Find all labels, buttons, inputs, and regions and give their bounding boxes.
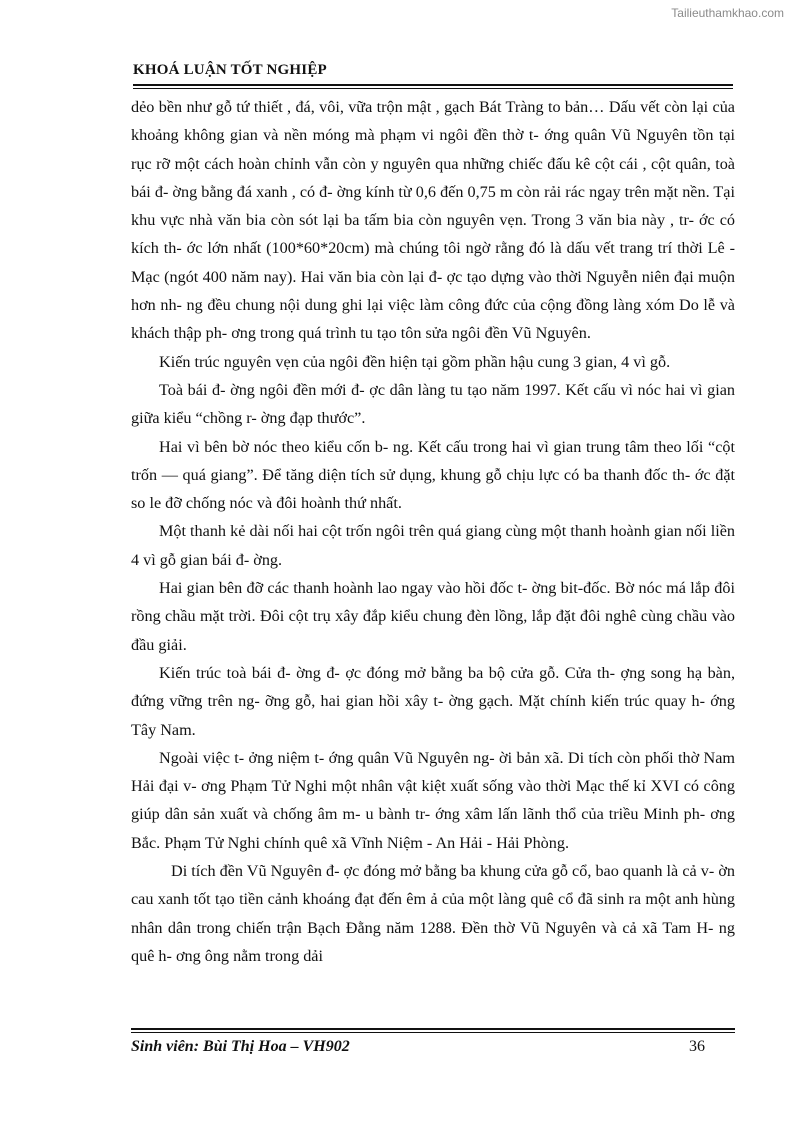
page-header	[133, 62, 733, 79]
header-title: KHOÁ LUẬN TỐT NGHIỆP	[133, 62, 327, 78]
paragraph-3: Toà bái đ- ờng ngôi đền mới đ- ợc dân làng tu tạo năm 1997. Kết cấu vì nóc hai vì gian giữa kiểu “chồng r- ờng đạp thước”.	[131, 380, 735, 428]
header-rule-thin	[133, 88, 733, 89]
footer-student: Sinh viên: Bùi Thị Hoa – VH902	[131, 1038, 350, 1055]
paragraph-9: Di tích đền Vũ Nguyên đ- ợc đóng mở bằng ba khung cửa gỗ cổ, bao quanh là cả v- ờn cau xanh tốt tạo tiền cảnh khoáng đạt đến êm ả của một làng quê cổ đã sinh ra một anh hùng nhân dân trong chiến trận Bạch Đằng năm 1288. Đền thờ Vũ Nguyên và cả xã Tam H- ng quê h- ơng ông nằm trong dải	[131, 862, 735, 965]
footer-rule	[131, 1028, 735, 1030]
watermark: Tailieuthamkhao.com	[671, 6, 784, 20]
page-number: 36	[689, 1038, 705, 1055]
paragraph-8: Ngoài việc t- ởng niệm t- ớng quân Vũ Nguyên ng- ời bản xã. Di tích còn phối thờ Nam Hải đại v- ơng Phạm Tử Nghi một nhân vật kiệt xuất sống vào thời Mạc thế kỉ XVI có công giúp dân sản xuất và chống âm m- u bành tr- ớng xâm lấn lãnh thổ của triều Minh ph- ơng Bắc. Phạm Tử Nghi chính quê xã Vĩnh Niệm - An Hải - Hải Phòng.	[131, 748, 735, 852]
paragraph-7: Kiến trúc toà bái đ- ờng đ- ợc đóng mở bằng ba bộ cửa gỗ. Cửa th- ợng song hạ bàn, đứng vững trên ng- ỡng gỗ, hai gian hồi xây t- ờng gạch. Mặt chính kiến trúc quay h- ớng Tây Nam.	[131, 663, 735, 739]
header-rule	[133, 84, 733, 86]
paragraph-5: Một thanh kẻ dài nối hai cột trốn ngôi trên quá giang cùng một thanh hoành gian nối liền 4 vì gỗ gian bái đ- ờng.	[131, 522, 735, 569]
paragraph-1: dẻo bền như gỗ tứ thiết , đá, vôi, vữa trộn mật , gạch Bát Tràng to bản… Dấu vết còn lại của khoảng không gian và nền móng mà phạm vi ngôi đền thờ t- ớng quân Vũ Nguyên tồn tại rục rỡ một cách hoàn chỉnh vẫn còn y nguyên qua những chiếc đấu kê cột cái , cột quân, toà bái đ- ờng bằng đá xanh , có đ- ờng kính từ 0,6 đến 0,75 m còn rải rác ngay trên mặt nền. Tại khu vực nhà văn bia còn sót lại ba tấm bia còn nguyên vẹn. Trong 3 văn bia này , tr- ớc có kích th- ớc lớn nhất (100*60*20cm) mà chúng tôi ngờ rằng đó là dấu vết trang trí thời Lê - Mạc (ngót 400 năm nay). Hai văn bia còn lại đ- ợc tạo dựng vào thời Nguyễn niên đại muộn hơn nh- ng đều chung nội dung ghi lại việc làm công đức của cộng đồng làng xóm Do lễ và khách thập ph- ơng trong quá trình tu tạo tôn sửa ngôi đền Vũ Nguyên.	[131, 98, 735, 343]
body-text	[131, 93, 735, 970]
paragraph-6: Hai gian bên đỡ các thanh hoành lao ngay vào hồi đốc t- ờng bit-đốc. Bờ nóc má lắp đôi rồng chầu mặt trời. Đôi cột trụ xây đắp kiểu chung đèn lồng, lắp đặt đôi nghê cùng chầu vào đầu giải.	[131, 579, 735, 654]
paragraph-4: Hai vì bên bờ nóc theo kiểu cốn b- ng. Kết cấu trong hai vì gian trung tâm theo lối “cột trốn — quá giang”. Để tăng diện tích sử dụng, khung gỗ chịu lực có ba thanh đốc th- ớc đặt so le đỡ chống nóc và đôi hoành thứ nhất.	[131, 437, 735, 513]
footer-rule-thin	[131, 1032, 735, 1033]
paragraph-2: Kiến trúc nguyên vẹn của ngôi đền hiện tại gồm phần hậu cung 3 gian, 4 vì gỗ.	[159, 352, 671, 371]
